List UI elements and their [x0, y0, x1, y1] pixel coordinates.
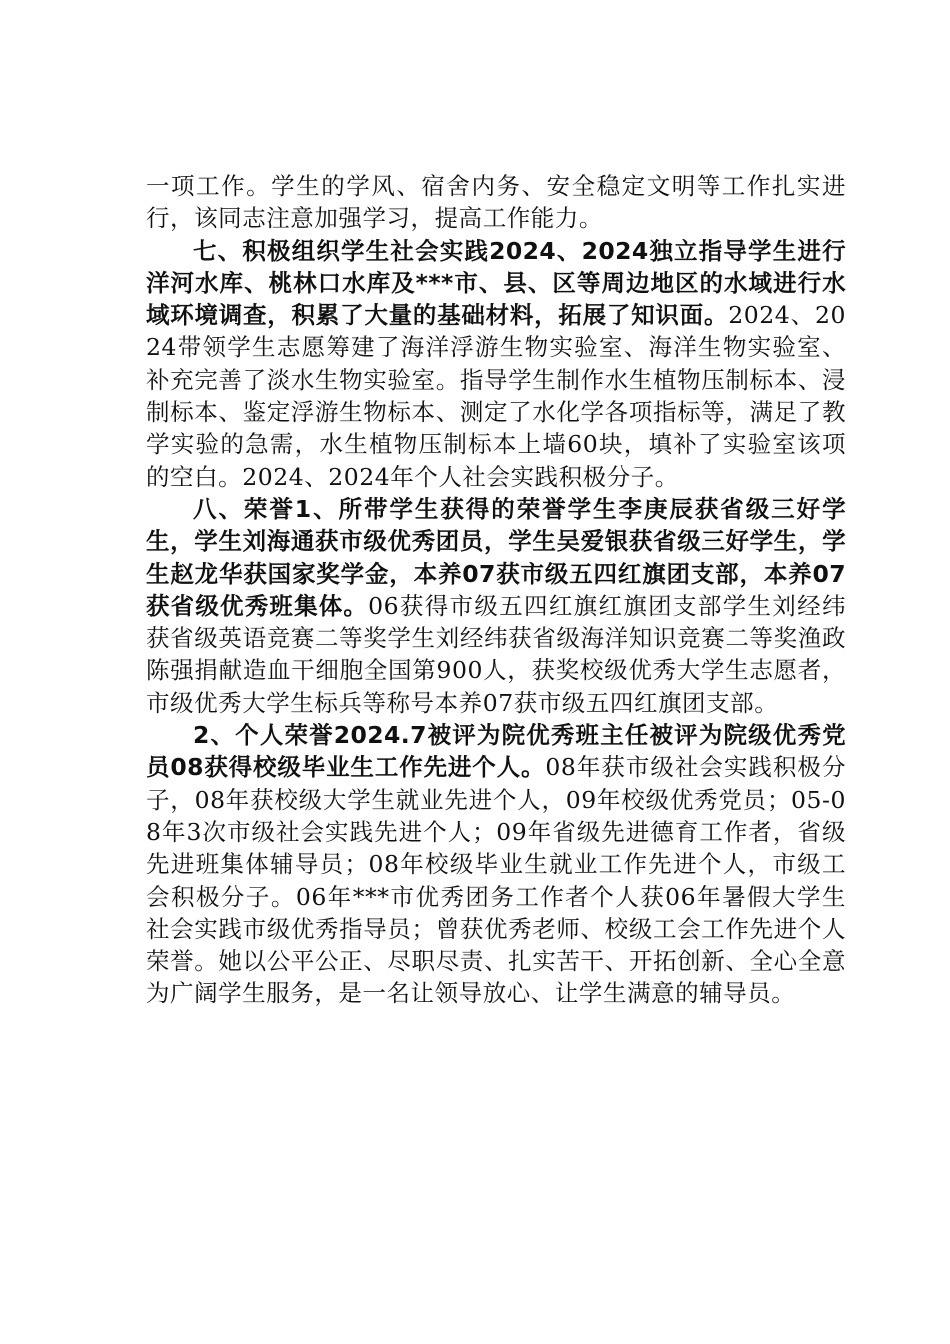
paragraph-continuation: [146, 170, 846, 235]
paragraph-heading: 七、积极组织学生社会实践2024、2024独立指导学生进行洋河水库、桃林口水库及***市、县、区等周边地区的水域进行水域环境调查，积累了大量的基础材料，拓展了知识面。: [146, 236, 846, 330]
paragraph-text: 2024、2024带领学生志愿筹建了海洋浮游生物实验室、海洋生物实验室、补充完善了淡水生物实验室。指导学生制作水生植物压制标本、浸制标本、鉴定浮游生物标本、测定了水化学各项指标等，满足了教学实验的急需，水生植物压制标本上墙60块，填补了实验室该项的空白。2024、2024年个人社会实践积极分子。: [146, 301, 846, 491]
paragraph-social-practice: [146, 235, 846, 493]
paragraph-text: 一项工作。学生的学风、宿舍内务、安全稳定文明等工作扎实进行，该同志注意加强学习，提高工作能力。: [146, 172, 846, 233]
paragraph-personal-honors: [146, 719, 846, 1010]
paragraph-student-honors: [146, 493, 846, 719]
document-page: [146, 170, 846, 1010]
paragraph-text: 06获得市级五四红旗红旗团支部学生刘经纬获省级英语竞赛二等奖学生刘经纬获省级海洋知识竞赛二等奖渔政陈强捐献造血干细胞全国第900人，获奖校级优秀大学生志愿者，市级优秀大学生标兵等称号本养07获市级五四红旗团支部。: [146, 591, 847, 717]
paragraph-heading: 八、荣誉1、所带学生获得的荣誉学生李庚辰获省级三好学生，学生刘海通获市级优秀团员，学生吴爱银获省级三好学生，学生赵龙华获国家奖学金，本养07获市级五四红旗团支部，本养07获省级优秀班集体。: [146, 494, 846, 620]
paragraph-text: 08年获市级社会实践积极分子，08年获校级大学生就业先进个人，09年校级优秀党员；05-08年3次市级社会实践先进个人；09年省级先进德育工作者，省级先进班集体辅导员；08年校级毕业生就业工作先进个人，市级工会积极分子。06年***市优秀团务工作者个人获06年暑假大学生社会实践市级优秀指导员；曾获优秀老师、校级工会工作先进个人荣誉。她以公平公正、尽职尽责、扎实苦干、开拓创新、全心全意为广阔学生服务，是一名让领导放心、让学生满意的辅导员。: [146, 753, 846, 1008]
paragraph-heading: 2、个人荣誉2024.7被评为院优秀班主任被评为院级优秀党员08获得校级毕业生工作先进个人。: [146, 721, 846, 782]
